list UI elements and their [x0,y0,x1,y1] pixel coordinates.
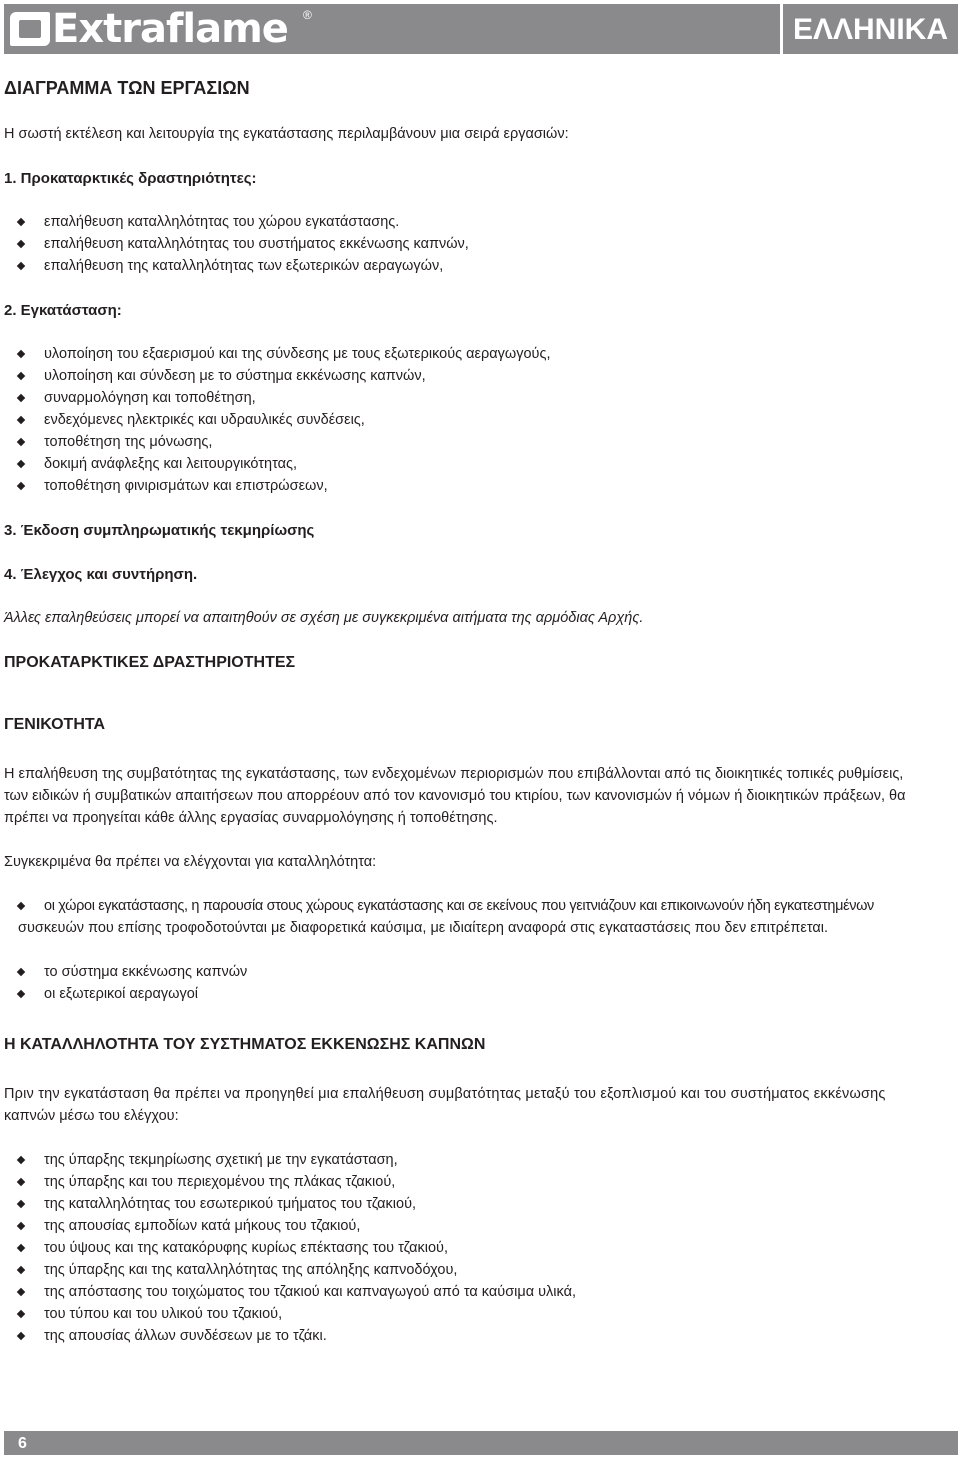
step3-title: 3. Έκδοση συμπληρωματικής τεκμηρίωσης [4,522,315,539]
list-item: της ύπαρξης τεκμηρίωσης σχετική με την εγκατάσταση, [18,1152,398,1168]
bullet-diamond-icon [17,1244,25,1252]
bullet-diamond-icon [17,990,25,998]
authority-note: Άλλες επαληθεύσεις μπορεί να απαιτηθούν σε σχέση με συγκεκριμένα αιτήματα της αρμόδιας Αρχής. [4,610,644,626]
bullet-diamond-icon [17,1200,25,1208]
list-item: υλοποίηση του εξαερισμού και της σύνδεσης με τους εξωτερικούς αεραγωγούς, [18,346,550,362]
flue-intro-line: Πριν την εγκατάσταση θα πρέπει να προηγηθεί μια επαλήθευση συμβατότητας μεταξύ του εξοπλισμού και του συστήματος εκκένωσης [4,1086,886,1102]
flue-title: Η ΚΑΤΑΛΛΗΛΟΤΗΤΑ ΤΟΥ ΣΥΣΤΗΜΑΤΟΣ ΕΚΚΕΝΩΣΗΣ ΚΑΠΝΩΝ [4,1036,486,1053]
list-item: τοποθέτηση της μόνωσης, [18,434,212,450]
logo-text: Extraflame [52,6,288,52]
flue-intro-line: καπνών μέσω του ελέγχου: [4,1108,179,1124]
bullet-diamond-icon [17,1332,25,1340]
list-item: το σύστημα εκκένωσης καπνών [18,964,247,980]
list-item: οι χώροι εγκατάστασης, η παρουσία στους χώρους εγκατάστασης και σε εκείνους που γειτνιάζουν και επικοινωνούν ήδη εγκατεστημένων [18,898,874,914]
general-line: πρέπει να προηγείται κάθε άλλης εργασίας συναρμολόγησης ή τοποθέτησης. [4,810,498,826]
step4-title: 4. Έλεγχος και συντήρηση. [4,566,198,583]
general-title: ΓΕΝΙΚΟΤΗΤΑ [4,716,106,733]
list-item: της απουσίας εμποδίων κατά μήκους του τζακιού, [18,1218,360,1234]
list-item: οι εξωτερικοί αεραγωγοί [18,986,198,1002]
bullet-diamond-icon [17,460,25,468]
step2-title: 2. Εγκατάσταση: [4,302,122,319]
page-footer [4,1431,958,1455]
list-item: της απόστασης του τοιχώματος του τζακιού και καπναγωγού από τα καύσιμα υλικά, [18,1284,576,1300]
section-title-workflow: ΔΙΑΓΡΑΜΜΑ ΤΩΝ ΕΡΓΑΣΙΩΝ [4,78,250,98]
list-item: τοποθέτηση φινιρισμάτων και επιστρώσεων, [18,478,328,494]
bullet-diamond-icon [17,1288,25,1296]
bullet-diamond-icon [17,218,25,226]
bullet-diamond-icon [17,438,25,446]
general-line: Η επαλήθευση της συμβατότητας της εγκατάστασης, των ενδεχομένων περιορισμών που επιβάλλονται από τις διοικητικές τοπικές ρυθμίσεις, [4,766,904,782]
bullet-diamond-icon [17,902,25,910]
logo-mark-icon [10,12,50,46]
step1-title: 1. Προκαταρκτικές δραστηριότητες: [4,170,257,187]
bullet-diamond-icon [17,372,25,380]
language-label: ΕΛΛΗΝΙΚΑ [780,4,948,54]
list-item: της ύπαρξης και του περιεχομένου της πλάκας τζακιού, [18,1174,395,1190]
bullet-diamond-icon [17,1178,25,1186]
extraflame-logo [4,4,288,54]
list-item-continuation: συσκευών που επίσης τροφοδοτούνται με διαφορετικά καύσιμα, με ιδιαίτερη αναφορά στις εγκαταστάσεις που δεν επιτρέπεται. [18,920,828,936]
list-item: υλοποίηση και σύνδεση με το σύστημα εκκένωσης καπνών, [18,368,426,384]
bullet-diamond-icon [17,394,25,402]
bullet-diamond-icon [17,968,25,976]
bullet-diamond-icon [17,1266,25,1274]
bullet-diamond-icon [17,1310,25,1318]
bullet-diamond-icon [17,1156,25,1164]
list-item: του ύψους και της κατακόρυφης κυρίως επέκτασης του τζακιού, [18,1240,448,1256]
general-line: των ειδικών ή συμβατικών απαιτήσεων που απορρέουν από τον κανονισμό του κτιρίου, των κανονισμών ή νόμων ή διοικητικών πράξεων, θα [4,788,906,804]
intro-text: Η σωστή εκτέλεση και λειτουργία της εγκατάστασης περιλαμβάνουν μια σειρά εργασιών: [4,126,569,142]
bullet-diamond-icon [17,350,25,358]
check-intro: Συγκεκριμένα θα πρέπει να ελέγχονται για καταλληλότητα: [4,854,377,870]
prelim-title: ΠΡΟΚΑΤΑΡΚΤΙΚΕΣ ΔΡΑΣΤΗΡΙΟΤΗΤΕΣ [4,654,296,671]
list-item: της απουσίας άλλων συνδέσεων με το τζάκι. [18,1328,327,1344]
bullet-diamond-icon [17,262,25,270]
registered-mark: ® [303,8,312,22]
list-item: της ύπαρξης και της καταλληλότητας της απόληξης καπνοδόχου, [18,1262,457,1278]
list-item: δοκιμή ανάφλεξης και λειτουργικότητας, [18,456,297,472]
bullet-diamond-icon [17,482,25,490]
list-item: του τύπου και του υλικού του τζακιού, [18,1306,282,1322]
list-item: επαλήθευση της καταλληλότητας των εξωτερικών αεραγωγών, [18,258,443,274]
bullet-diamond-icon [17,240,25,248]
page-number: 6 [18,1435,27,1452]
list-item: ενδεχόμενες ηλεκτρικές και υδραυλικές συνδέσεις, [18,412,365,428]
list-item: συναρμολόγηση και τοποθέτηση, [18,390,256,406]
bullet-diamond-icon [17,1222,25,1230]
list-item: επαλήθευση καταλληλότητας του συστήματος εκκένωσης καπνών, [18,236,469,252]
list-item: επαλήθευση καταλληλότητας του χώρου εγκατάστασης. [18,214,399,230]
bullet-diamond-icon [17,416,25,424]
page-header [4,4,958,54]
list-item: της καταλληλότητας του εσωτερικού τμήματος του τζακιού, [18,1196,416,1212]
